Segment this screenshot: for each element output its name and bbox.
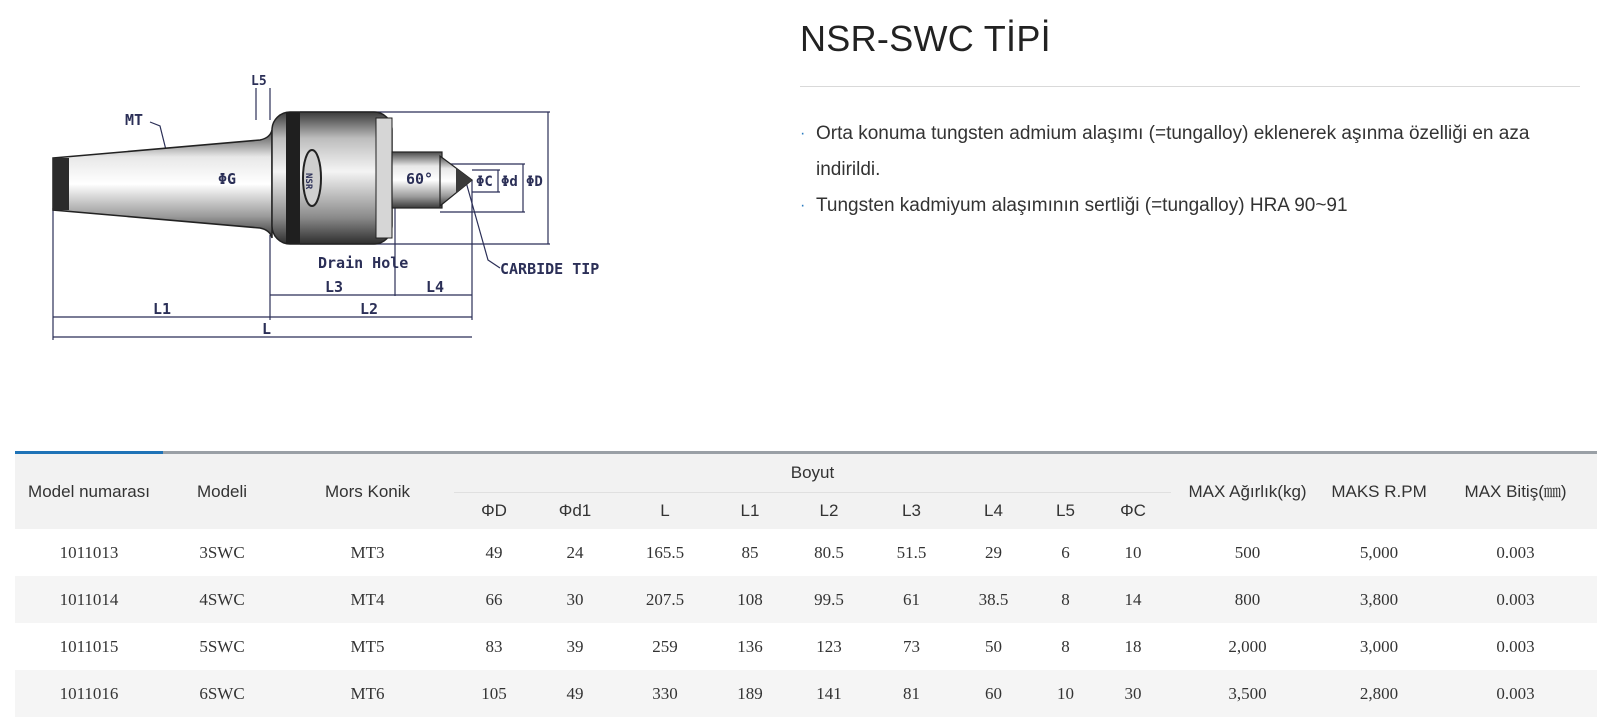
- header-morse: Mors Konik: [281, 453, 454, 530]
- cell-max-rpm: 3,000: [1324, 623, 1434, 670]
- label-phi-g: ΦG: [218, 170, 237, 188]
- cell-phi-c: 30: [1095, 670, 1171, 717]
- cell-l1: 136: [714, 623, 786, 670]
- description-item: [800, 188, 1580, 224]
- cell-l5: 10: [1036, 670, 1095, 717]
- cell-l3: 73: [872, 623, 951, 670]
- cell-l4: 29: [951, 529, 1036, 576]
- cell-model: 3SWC: [163, 529, 281, 576]
- cell-model-no: 1011014: [15, 576, 163, 623]
- cell-l4: 60: [951, 670, 1036, 717]
- title-divider: [800, 86, 1580, 87]
- cell-l3: 51.5: [872, 529, 951, 576]
- label-angle: 60°: [406, 170, 434, 188]
- cell-model-no: 1011015: [15, 623, 163, 670]
- header-max-finish: MAX Bitiş(㎜): [1434, 453, 1597, 530]
- bullet-dot-icon: ·: [800, 125, 806, 142]
- bullet-dot-icon: ·: [800, 197, 806, 214]
- cell-morse: MT6: [281, 670, 454, 717]
- cell-phi-d: 49: [454, 529, 534, 576]
- label-l3: L3: [325, 278, 344, 296]
- page-title: NSR-SWC TİPİ: [800, 18, 1051, 59]
- logo-nsr: NSR: [303, 173, 313, 190]
- label-l1: L1: [153, 300, 172, 318]
- cell-model-no: 1011013: [15, 529, 163, 576]
- spec-table: [15, 451, 1597, 717]
- table-row: [15, 529, 1597, 576]
- label-phi-d-small: Φd: [501, 174, 518, 190]
- cell-model: 5SWC: [163, 623, 281, 670]
- cell-max-finish: 0.003: [1434, 670, 1597, 717]
- cell-morse: MT3: [281, 529, 454, 576]
- cell-l5: 8: [1036, 623, 1095, 670]
- header-model-no: Model numarası: [15, 453, 163, 530]
- header-l3: L3: [872, 493, 951, 530]
- cell-max-rpm: 3,800: [1324, 576, 1434, 623]
- cell-max-weight: 3,500: [1171, 670, 1324, 717]
- cell-max-rpm: 2,800: [1324, 670, 1434, 717]
- cell-max-weight: 500: [1171, 529, 1324, 576]
- cell-phi-d1: 49: [534, 670, 616, 717]
- cell-phi-d1: 24: [534, 529, 616, 576]
- cell-max-weight: 800: [1171, 576, 1324, 623]
- cell-model: 4SWC: [163, 576, 281, 623]
- cell-phi-d1: 30: [534, 576, 616, 623]
- description-item: [800, 116, 1580, 188]
- header-phi-d: ΦD: [454, 493, 534, 530]
- header-boyut: Boyut: [454, 453, 1171, 493]
- description-list: [800, 116, 1580, 224]
- description-text: Tungsten kadmiyum alaşımının sertliği (=tungalloy) HRA 90~91: [816, 195, 1348, 216]
- label-phi-d: ΦD: [526, 174, 543, 190]
- cell-max-weight: 2,000: [1171, 623, 1324, 670]
- label-mt: MT: [125, 111, 144, 129]
- cell-max-finish: 0.003: [1434, 623, 1597, 670]
- cell-phi-c: 18: [1095, 623, 1171, 670]
- cell-l1: 189: [714, 670, 786, 717]
- cell-l: 207.5: [616, 576, 714, 623]
- table-row: [15, 576, 1597, 623]
- header-phi-c: ΦC: [1095, 493, 1171, 530]
- cell-l2: 99.5: [786, 576, 872, 623]
- label-l5: L5: [251, 74, 267, 89]
- header-l2: L2: [786, 493, 872, 530]
- cell-phi-d: 66: [454, 576, 534, 623]
- cell-l3: 61: [872, 576, 951, 623]
- cell-l5: 8: [1036, 576, 1095, 623]
- cell-l1: 85: [714, 529, 786, 576]
- live-center-drawing: [20, 60, 640, 360]
- table-row: [15, 670, 1597, 717]
- cell-phi-d: 105: [454, 670, 534, 717]
- cell-model-no: 1011016: [15, 670, 163, 717]
- label-phi-c: ΦC: [476, 174, 493, 190]
- cell-model: 6SWC: [163, 670, 281, 717]
- cell-l4: 50: [951, 623, 1036, 670]
- cell-max-rpm: 5,000: [1324, 529, 1434, 576]
- cell-l: 330: [616, 670, 714, 717]
- header-l5: L5: [1036, 493, 1095, 530]
- cell-l4: 38.5: [951, 576, 1036, 623]
- cell-max-finish: 0.003: [1434, 576, 1597, 623]
- table-row: [15, 623, 1597, 670]
- description-text: Orta konuma tungsten admium alaşımı (=tungalloy) eklenerek aşınma özelliği en aza indirildi.: [816, 123, 1530, 180]
- cell-l2: 141: [786, 670, 872, 717]
- header-max-rpm: MAKS R.PM: [1324, 453, 1434, 530]
- cell-morse: MT4: [281, 576, 454, 623]
- cell-l5: 6: [1036, 529, 1095, 576]
- cell-l3: 81: [872, 670, 951, 717]
- cell-phi-c: 10: [1095, 529, 1171, 576]
- cell-phi-c: 14: [1095, 576, 1171, 623]
- label-carbide-tip: CARBIDE TIP: [500, 260, 600, 278]
- header-l4: L4: [951, 493, 1036, 530]
- label-l4: L4: [426, 278, 445, 296]
- cell-phi-d: 83: [454, 623, 534, 670]
- cell-l: 165.5: [616, 529, 714, 576]
- label-l: L: [262, 320, 272, 338]
- cell-l2: 80.5: [786, 529, 872, 576]
- header-phi-d1: Φd1: [534, 493, 616, 530]
- label-l2: L2: [360, 300, 379, 318]
- label-drain-hole: Drain Hole: [318, 254, 409, 272]
- cell-l: 259: [616, 623, 714, 670]
- cell-morse: MT5: [281, 623, 454, 670]
- header-l1: L1: [714, 493, 786, 530]
- header-max-weight: MAX Ağırlık(kg): [1171, 453, 1324, 530]
- cell-phi-d1: 39: [534, 623, 616, 670]
- cell-max-finish: 0.003: [1434, 529, 1597, 576]
- header-l: L: [616, 493, 714, 530]
- cell-l2: 123: [786, 623, 872, 670]
- header-model: Modeli: [163, 453, 281, 530]
- cell-l1: 108: [714, 576, 786, 623]
